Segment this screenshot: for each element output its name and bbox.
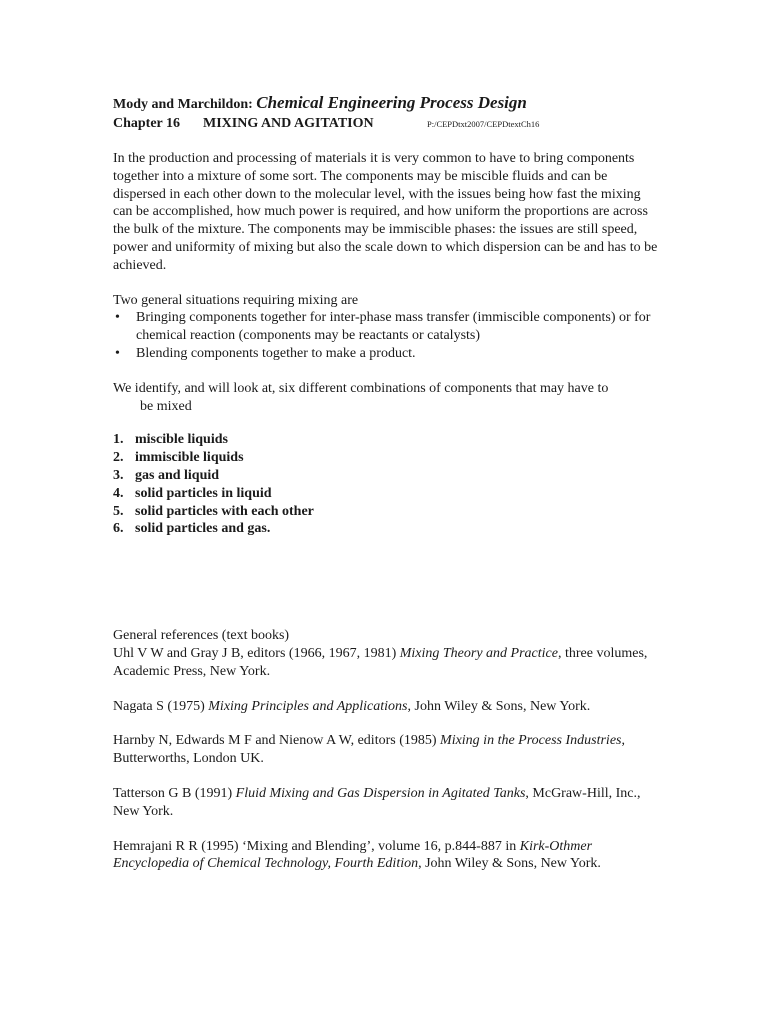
- chapter-number: Chapter 16: [113, 116, 181, 131]
- reference-title: Kirk-Othmer Encyclopedia of Chemical Technology, Fourth Edition: [113, 838, 593, 872]
- reference-title: Mixing in the Process Industries: [440, 733, 622, 749]
- item-number: 2.: [113, 450, 124, 466]
- combinations-intro-line2: be mixed: [140, 398, 192, 414]
- reference-item: [113, 698, 658, 716]
- reference-item: [113, 732, 658, 768]
- list-item-text: Blending components together to make a product.: [136, 345, 416, 361]
- reference-title: Fluid Mixing and Gas Dispersion in Agitated Tanks: [235, 785, 526, 801]
- reference-item: [113, 645, 658, 681]
- intro-paragraph: In the production and processing of materials it is very common to have to bring components together into a mixture of some sort. The components may be miscible fluids and can be dispersed in each other down to the molecular level, with the issues being how fast the mixing can be accomplished, how much power is required, and how uniform the proportions are across the bulk of the mixture. The components may be immiscible phases: the issues are still speed, power and uniformity of mixing but also the scale down to which dispersion can be and has to be achieved.: [113, 151, 658, 273]
- situations-lead: Two general situations requiring mixing are: [113, 292, 359, 308]
- item-text: solid particles in liquid: [135, 485, 272, 501]
- item-text: solid particles and gas.: [135, 521, 271, 537]
- document-header: [113, 92, 658, 114]
- reference-authors: Uhl V W and Gray J B, editors (1966, 1967, 1981): [113, 645, 400, 661]
- reference-title: Mixing Theory and Practice: [399, 645, 558, 661]
- reference-title: Mixing Principles and Applications: [208, 698, 408, 714]
- references-section: [113, 627, 658, 873]
- item-number: 4.: [113, 485, 124, 501]
- item-text: miscible liquids: [135, 432, 228, 448]
- reference-publisher: , John Wiley & Sons, New York.: [407, 698, 591, 714]
- item-number: 6.: [113, 521, 124, 537]
- reference-authors: Tatterson G B (1991): [113, 785, 236, 801]
- bullet-icon: •: [115, 310, 120, 326]
- item-text: gas and liquid: [135, 467, 220, 483]
- reference-publisher: , John Wiley & Sons, New York.: [418, 856, 601, 872]
- item-number: 1.: [113, 432, 124, 448]
- reference-authors: Nagata S (1975): [113, 698, 209, 714]
- reference-publisher: , Butterworths, London UK.: [113, 733, 625, 767]
- list-item: [113, 309, 658, 345]
- authors: Mody and Marchildon:: [113, 97, 257, 112]
- situations-list: [113, 309, 658, 362]
- item-number: 5.: [113, 503, 124, 519]
- reference-publisher: , McGraw-Hill, Inc., New York.: [113, 785, 641, 819]
- reference-authors: Hemrajani R R (1995) ‘Mixing and Blending’, volume 16, p.844-887 in: [113, 838, 520, 854]
- combinations-intro-line1: We identify, and will look at, six different combinations of components that may have to: [113, 380, 609, 396]
- combinations-list: [113, 431, 658, 538]
- list-item: [113, 485, 658, 503]
- book-title: Chemical Engineering Process Design: [256, 93, 527, 112]
- document-page: [113, 92, 658, 873]
- list-item: [113, 520, 658, 538]
- reference-authors: Harnby N, Edwards M F and Nienow A W, editors (1985): [113, 733, 441, 749]
- reference-publisher: , three volumes, Academic Press, New York.: [113, 645, 648, 679]
- list-item: [113, 431, 658, 449]
- list-item: [113, 503, 658, 521]
- references-heading: General references (text books): [113, 628, 290, 644]
- list-item: [113, 449, 658, 467]
- list-item: [113, 345, 658, 363]
- chapter-title: MIXING AND AGITATION: [203, 116, 374, 131]
- chapter-heading: [113, 114, 658, 136]
- reference-item: [113, 838, 658, 874]
- reference-item: [113, 785, 658, 821]
- item-number: 3.: [113, 467, 124, 483]
- file-path: P:/CEPDtxt2007/CEPDtextCh16: [427, 119, 540, 129]
- item-text: solid particles with each other: [135, 503, 314, 519]
- list-item: [113, 467, 658, 485]
- item-text: immiscible liquids: [135, 450, 244, 466]
- combinations-intro: [113, 380, 658, 416]
- bullet-icon: •: [115, 345, 120, 361]
- list-item-text: Bringing components together for inter-phase mass transfer (immiscible components) or for chemical reaction (components may be reactants or catalysts): [136, 310, 651, 344]
